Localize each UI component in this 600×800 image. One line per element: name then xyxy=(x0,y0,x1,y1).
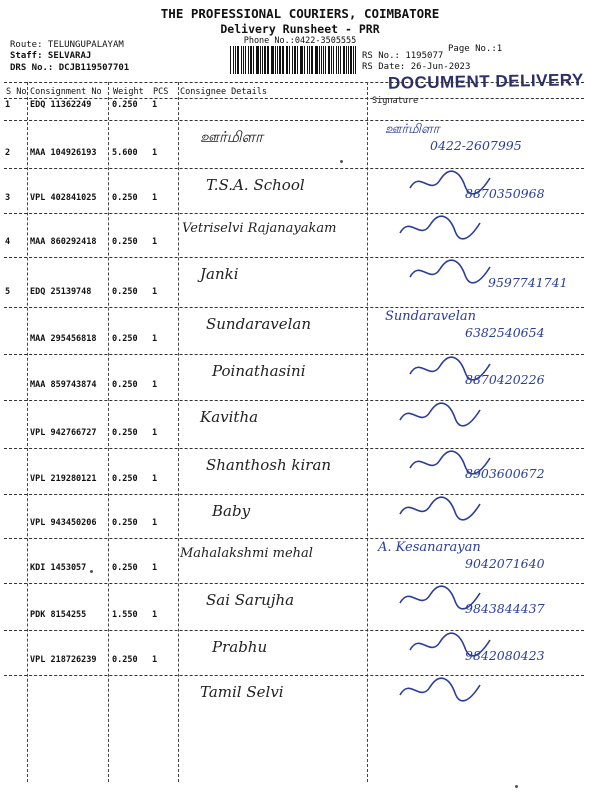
signer-phone-number: 0422-2607995 xyxy=(430,138,522,153)
barcode-bar xyxy=(237,46,239,74)
row-pcs: 1 xyxy=(152,428,158,438)
col-divider xyxy=(367,82,368,782)
barcode-bar xyxy=(248,46,249,74)
row-pcs: 1 xyxy=(152,563,158,573)
col-sno: S No xyxy=(6,87,27,97)
barcode-bar xyxy=(333,46,334,74)
row-pcs: 1 xyxy=(152,334,158,344)
barcode-bar xyxy=(309,46,310,74)
row-divider xyxy=(4,257,584,258)
row-pcs: 1 xyxy=(152,610,158,620)
row-consignment-no: VPL 402841025 xyxy=(30,193,97,203)
row-sno: 2 xyxy=(5,148,11,158)
row-consignment-no: MAA 295456818 xyxy=(30,334,97,344)
consignee-name-handwritten: Janki xyxy=(200,265,239,283)
row-pcs: 1 xyxy=(152,287,158,297)
barcode-bar xyxy=(275,46,276,74)
row-consignment-no: EDQ 25139748 xyxy=(30,287,92,297)
barcode-bar xyxy=(301,46,302,74)
barcode-bar xyxy=(297,46,298,74)
consignee-name-handwritten: Kavitha xyxy=(200,408,259,426)
row-weight: 0.250 xyxy=(112,287,138,297)
company-title: THE PROFESSIONAL COURIERS, COIMBATORE xyxy=(160,6,440,21)
signature-scribble xyxy=(395,400,485,430)
barcode-bar xyxy=(350,46,351,74)
barcode-bar xyxy=(340,46,341,74)
row-consignment-no: VPL 942766727 xyxy=(30,428,97,438)
signature-scribble xyxy=(395,494,485,524)
barcode-bar xyxy=(289,46,290,74)
barcode-bar xyxy=(250,46,252,74)
barcode-bar xyxy=(294,46,296,74)
row-divider xyxy=(4,400,584,401)
row-sno: 3 xyxy=(5,193,11,203)
rs-number: RS No.: 1195077 xyxy=(362,51,444,61)
barcode-bar xyxy=(279,46,281,74)
row-weight: 1.550 xyxy=(112,610,138,620)
row-weight: 5.600 xyxy=(112,148,138,158)
signature-text: A. Kesanarayan xyxy=(378,540,481,555)
signer-phone-number: 9842080423 xyxy=(465,648,545,663)
barcode-image xyxy=(230,46,358,74)
row-divider xyxy=(4,354,584,355)
route-label: Route: TELUNGUPALAYAM xyxy=(10,40,124,50)
row-sno: 5 xyxy=(5,287,11,297)
barcode-bar xyxy=(257,46,258,74)
barcode-bar xyxy=(311,46,313,74)
row-divider xyxy=(4,583,584,584)
col-divider xyxy=(108,82,109,782)
barcode-bar xyxy=(282,46,283,74)
signer-phone-number: 9042071640 xyxy=(465,556,545,571)
row-consignment-no: VPL 943450206 xyxy=(30,518,97,528)
col-pcs: PCS xyxy=(153,87,169,97)
row-weight: 0.250 xyxy=(112,655,138,665)
row-divider xyxy=(4,307,584,308)
row-pcs: 1 xyxy=(152,655,158,665)
document-delivery-stamp: DOCUMENT DELIVERY xyxy=(387,70,584,93)
barcode-bar xyxy=(245,46,246,74)
barcode-bar xyxy=(260,46,261,74)
barcode-bar xyxy=(267,46,269,74)
signature-text: Sundaravelan xyxy=(385,309,477,324)
barcode-bar xyxy=(315,46,316,74)
consignee-name-handwritten: Vetriselvi Rajanayakam xyxy=(182,221,337,236)
row-weight: 0.250 xyxy=(112,100,138,110)
barcode-bar xyxy=(230,46,231,74)
barcode-bar xyxy=(271,46,272,74)
row-consignment-no: MAA 859743874 xyxy=(30,380,97,390)
barcode-bar xyxy=(343,46,345,74)
signer-phone-number: 6382540654 xyxy=(465,325,545,340)
col-weight: Weight xyxy=(113,87,144,97)
row-consignment-no: VPL 219280121 xyxy=(30,474,97,484)
row-weight: 0.250 xyxy=(112,518,138,528)
row-weight: 0.250 xyxy=(112,428,138,438)
ink-mark xyxy=(340,160,343,163)
signer-phone-number: 9843844437 xyxy=(465,601,545,616)
consignee-name-handwritten: ஊர்மிளா xyxy=(200,128,263,146)
row-pcs: 1 xyxy=(152,100,158,110)
page-number: Page No.:1 xyxy=(448,44,503,54)
barcode-bar xyxy=(355,46,356,74)
barcode-bar xyxy=(277,46,278,74)
barcode-bar xyxy=(264,46,265,74)
consignee-name-handwritten: Sai Sarujha xyxy=(206,591,295,609)
row-divider xyxy=(4,538,584,539)
barcode-bar xyxy=(328,46,330,74)
signer-phone-number: 8870420226 xyxy=(465,372,545,387)
row-divider xyxy=(4,675,584,676)
barcode-bar xyxy=(348,46,349,74)
barcode-bar xyxy=(316,46,317,74)
barcode-bar xyxy=(287,46,288,74)
col-consignee: Consignee Details xyxy=(180,87,267,97)
row-weight: 0.250 xyxy=(112,474,138,484)
consignee-name-handwritten: Poinathasini xyxy=(212,362,306,380)
row-consignment-no: MAA 104926193 xyxy=(30,148,97,158)
barcode-bar xyxy=(307,46,308,74)
barcode-bar xyxy=(286,46,287,74)
rs-date: RS Date: 26-Jun-2023 xyxy=(362,62,471,72)
barcode-bar xyxy=(300,46,301,74)
drs-number: DRS No.: DCJB119507701 xyxy=(10,63,130,73)
staff-label: Staff: SELVARAJ xyxy=(10,51,92,61)
consignee-name-handwritten: Mahalakshmi mehal xyxy=(180,546,313,561)
row-pcs: 1 xyxy=(152,518,158,528)
row-weight: 0.250 xyxy=(112,563,138,573)
signature-scribble xyxy=(405,257,495,287)
row-divider xyxy=(4,213,584,214)
row-consignment-no: MAA 860292418 xyxy=(30,237,97,247)
row-consignment-no: KDI 1453057 xyxy=(30,563,87,573)
signature-scribble xyxy=(395,213,485,243)
row-divider xyxy=(4,630,584,631)
barcode-bar xyxy=(336,46,337,74)
barcode-bar xyxy=(325,46,326,74)
row-sno: 4 xyxy=(5,237,11,247)
row-divider xyxy=(4,120,584,121)
signer-phone-number: 9597741741 xyxy=(488,275,568,290)
row-consignment-no: VPL 218726239 xyxy=(30,655,97,665)
col-divider xyxy=(178,82,179,782)
row-weight: 0.250 xyxy=(112,380,138,390)
consignee-name-handwritten: Baby xyxy=(212,502,251,520)
runsheet-title: Delivery Runsheet - PRR xyxy=(220,22,380,36)
barcode-bar xyxy=(241,46,242,74)
row-weight: 0.250 xyxy=(112,237,138,247)
row-pcs: 1 xyxy=(152,474,158,484)
barcode-bar xyxy=(323,46,324,74)
row-sno: 1 xyxy=(5,100,11,110)
consignee-name-handwritten: Tamil Selvi xyxy=(200,683,284,701)
row-divider xyxy=(4,448,584,449)
signer-phone-number: 8903600672 xyxy=(465,466,545,481)
col-consignment: Consignment No xyxy=(30,87,102,97)
row-pcs: 1 xyxy=(152,148,158,158)
col-divider xyxy=(27,82,28,782)
consignee-name-handwritten: T.S.A. School xyxy=(206,176,305,194)
barcode-bar xyxy=(346,46,347,74)
ink-mark xyxy=(90,570,93,573)
table-header-line xyxy=(4,98,584,99)
barcode-bar xyxy=(304,46,305,74)
barcode-bar xyxy=(353,46,354,74)
barcode-bar xyxy=(272,46,273,74)
consignee-name-handwritten: Shanthosh kiran xyxy=(206,456,332,474)
row-weight: 0.250 xyxy=(112,334,138,344)
barcode-bar xyxy=(253,46,254,74)
row-pcs: 1 xyxy=(152,380,158,390)
col-signature: Signature xyxy=(372,96,419,106)
barcode-bar xyxy=(243,46,244,74)
ink-mark xyxy=(515,785,518,788)
signature-text: ஊர்மிளா xyxy=(385,122,440,137)
row-divider xyxy=(4,168,584,169)
barcode-bar xyxy=(292,46,293,74)
barcode-bar xyxy=(319,46,320,74)
barcode-bar xyxy=(321,46,322,74)
table-top-line xyxy=(4,82,584,83)
signature-scribble xyxy=(395,675,485,705)
row-divider xyxy=(4,494,584,495)
barcode-bar xyxy=(233,46,234,74)
signer-phone-number: 8870350968 xyxy=(465,186,545,201)
phone-number: Phone No.:0422-3505555 xyxy=(243,36,357,46)
row-weight: 0.250 xyxy=(112,193,138,203)
row-pcs: 1 xyxy=(152,237,158,247)
row-consignment-no: PDK 8154255 xyxy=(30,610,87,620)
barcode-bar xyxy=(262,46,263,74)
consignee-name-handwritten: Sundaravelan xyxy=(206,315,312,333)
barcode-bar xyxy=(331,46,332,74)
row-consignment-no: EDQ 11362249 xyxy=(30,100,92,110)
consignee-name-handwritten: Prabhu xyxy=(212,638,268,656)
barcode-bar xyxy=(338,46,339,74)
barcode-bar xyxy=(256,46,257,74)
barcode-bar xyxy=(235,46,236,74)
row-pcs: 1 xyxy=(152,193,158,203)
